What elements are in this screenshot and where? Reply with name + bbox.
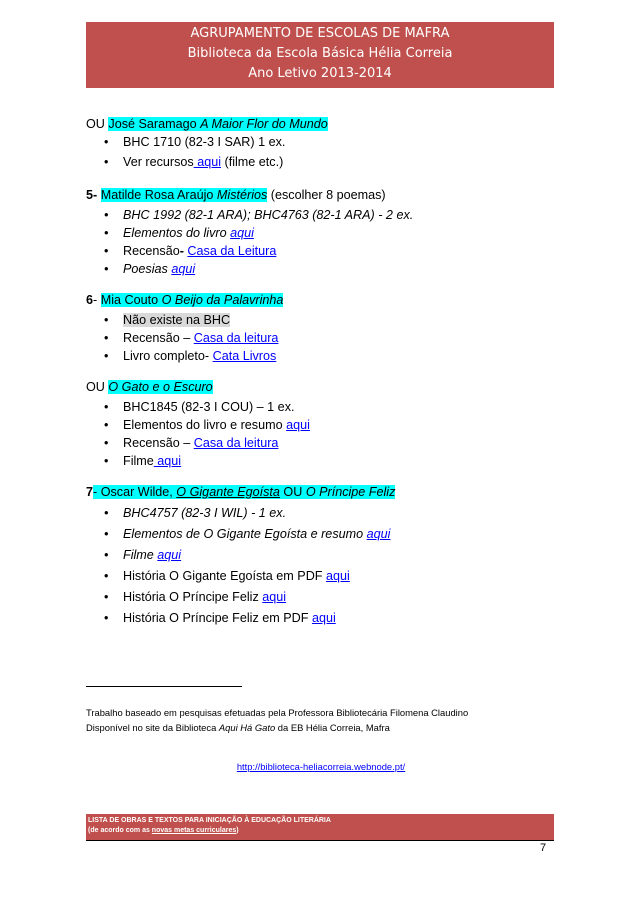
pdf-link[interactable]: aqui — [311, 611, 336, 625]
list-item: • História O Príncipe Feliz aqui — [86, 587, 556, 608]
pdf-link[interactable]: aqui — [325, 569, 350, 583]
casa-da-leitura-link[interactable]: Casa da leitura — [193, 436, 279, 450]
document-footer — [86, 814, 554, 840]
casa-da-leitura-link[interactable]: Casa da leitura — [193, 331, 279, 345]
footer-divider — [86, 840, 554, 841]
list-item: • Recensão- Casa da Leitura — [86, 242, 556, 260]
list-item: • BHC1845 (82-3 I COU) – 1 ex. — [86, 398, 556, 416]
list-item: • Poesias aqui — [86, 260, 556, 278]
entry-list-saramago — [86, 132, 556, 172]
footnote-source: Disponível no site da Biblioteca Aqui Há Gato da EB Hélia Correia, Mafra — [86, 722, 390, 733]
list-item: • Filme aqui — [86, 452, 556, 470]
header-year: Ano Letivo 2013-2014 — [248, 66, 392, 81]
header-school: AGRUPAMENTO DE ESCOLAS DE MAFRA — [190, 26, 450, 41]
highlighted-title: José Saramago A Maior Flor do Mundo — [108, 117, 328, 131]
footnote-credit: Trabalho baseado em pesquisas efetuadas pela Professora Bibliotecária Filomena Claudino — [86, 707, 469, 718]
poems-link[interactable]: aqui — [171, 262, 196, 276]
footer-subtitle: (de acordo com as novas metas curriculares) — [88, 827, 239, 834]
list-item: • Recensão – Casa da leitura — [86, 329, 556, 347]
resources-link[interactable]: aqui — [193, 155, 222, 169]
list-item: • BHC4757 (82-3 I WIL) - 1 ex. — [86, 503, 556, 524]
list-item: • Elementos do livro e resumo aqui — [86, 416, 556, 434]
reading-list — [86, 116, 556, 629]
entry-heading-7: 7- Oscar Wilde, O Gigante Egoísta OU O Príncipe Feliz — [86, 485, 396, 499]
entry-heading-6: 6- Mia Couto O Beijo da Palavrinha — [86, 293, 284, 307]
list-item: • Livro completo- Cata Livros — [86, 347, 556, 365]
list-item: • História O Gigante Egoísta em PDF aqui — [86, 566, 556, 587]
list-item: • BHC 1992 (82-1 ARA); BHC4763 (82-1 ARA) - 2 ex. — [86, 206, 556, 224]
summary-link[interactable]: aqui — [286, 418, 310, 432]
highlighted-title: Matilde Rosa Araújo Mistérios — [100, 188, 268, 202]
summary-link[interactable]: aqui — [366, 527, 391, 541]
page-number: 7 — [540, 842, 547, 854]
list-item: • Elementos do livro aqui — [86, 224, 556, 242]
footnote-divider — [86, 686, 242, 687]
highlighted-title: Mia Couto O Beijo da Palavrinha — [100, 293, 284, 307]
highlighted-title: O Gato e o Escuro — [108, 380, 213, 394]
entry-heading-saramago: OU José Saramago A Maior Flor do Mundo — [86, 117, 328, 131]
casa-da-leitura-link[interactable]: Casa da Leitura — [187, 244, 277, 258]
list-item: • Ver recursos aqui (filme etc.) — [86, 152, 556, 172]
footnote — [86, 705, 556, 735]
entry-heading-6b: OU O Gato e o Escuro — [86, 380, 213, 394]
cata-livros-link[interactable]: Cata Livros — [212, 349, 277, 363]
highlighted-title: - Oscar Wilde, O Gigante Egoísta OU O Príncipe Feliz — [93, 485, 396, 499]
entry-list-7 — [86, 503, 556, 629]
list-item: • BHC 1710 (82-3 I SAR) 1 ex. — [86, 132, 556, 152]
document-header — [86, 22, 554, 88]
book-elements-link[interactable]: aqui — [230, 226, 254, 240]
list-item: • Recensão – Casa da leitura — [86, 434, 556, 452]
list-item: • História O Príncipe Feliz em PDF aqui — [86, 608, 556, 629]
entry-list-5 — [86, 206, 556, 278]
list-item: • Elementos de O Gigante Egoísta e resumo aqui — [86, 524, 556, 545]
entry-heading-5: 5- Matilde Rosa Araújo Mistérios (escolher 8 poemas) — [86, 188, 386, 202]
footer-title: LISTA DE OBRAS E TEXTOS PARA INICIAÇÃO À EDUCAÇÃO LITERÁRIA — [88, 817, 331, 824]
film-link[interactable]: aqui — [157, 548, 182, 562]
list-item: • Não existe na BHC — [86, 311, 556, 329]
header-library: Biblioteca da Escola Básica Hélia Correia — [187, 46, 453, 61]
story-link[interactable]: aqui — [262, 590, 287, 604]
list-item: • Filme aqui — [86, 545, 556, 566]
library-website-link[interactable]: http://biblioteca-heliacorreia.webnode.pt/ — [236, 761, 406, 772]
film-link[interactable]: aqui — [153, 454, 182, 468]
entry-list-6 — [86, 311, 556, 365]
site-url — [86, 761, 556, 772]
entry-list-6b — [86, 398, 556, 470]
